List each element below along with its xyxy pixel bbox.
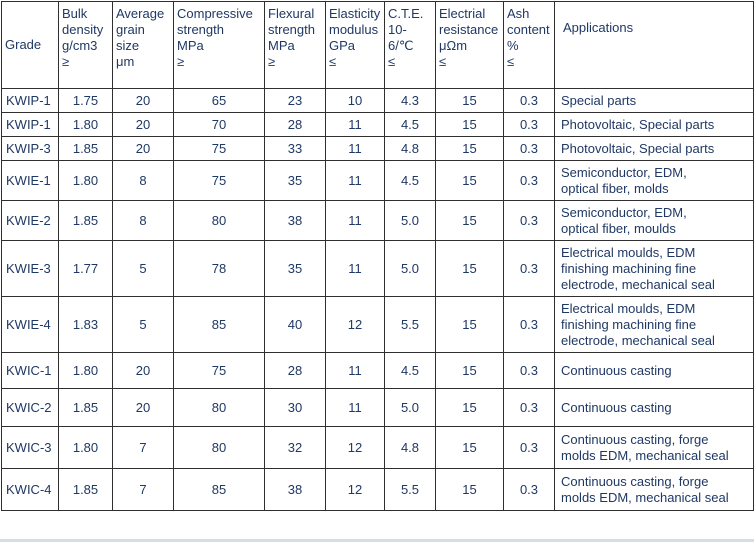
cell-applications (555, 469, 754, 511)
cell-elasticity: 12 (326, 297, 385, 353)
application-line: Semiconductor, EDM, (561, 164, 687, 180)
cell-elasticity: 12 (326, 427, 385, 469)
cell-compressive: 75 (174, 137, 265, 161)
cell-applications (555, 161, 754, 201)
application-line: molds EDM, mechanical seal (561, 447, 729, 463)
cell-density: 1.75 (59, 89, 113, 113)
cell-cte: 5.5 (385, 469, 436, 511)
cell-resistance: 15 (436, 389, 504, 427)
application-line: electrode, mechanical seal (561, 332, 715, 348)
header-line: Elasticity (329, 6, 381, 21)
cell-grade: KWIP-3 (2, 137, 59, 161)
cell-cte: 4.8 (385, 427, 436, 469)
cell-grain: 8 (113, 201, 174, 241)
header-line: ≥ (268, 54, 276, 69)
header-line: grain (116, 22, 145, 37)
cell-applications (555, 353, 754, 389)
cell-applications (555, 89, 754, 113)
cell-grain: 20 (113, 137, 174, 161)
cell-grade: KWIP-1 (2, 113, 59, 137)
cell-grain: 20 (113, 89, 174, 113)
cell-ash: 0.3 (504, 427, 555, 469)
cell-grade: KWIE-3 (2, 241, 59, 297)
cell-grain: 5 (113, 297, 174, 353)
header-electrical-resistance (436, 2, 504, 89)
application-line: Continuous casting (561, 362, 672, 378)
header-line: ≥ (177, 54, 185, 69)
application-line: Electrical moulds, EDM (561, 244, 696, 260)
cell-flexural: 35 (265, 241, 326, 297)
application-line: finishing machining fine (561, 260, 697, 276)
cell-cte: 5.0 (385, 389, 436, 427)
cell-density: 1.80 (59, 161, 113, 201)
cell-flexural: 33 (265, 137, 326, 161)
cell-density: 1.77 (59, 241, 113, 297)
header-line: Bulk (62, 6, 88, 21)
cell-applications (555, 389, 754, 427)
cell-resistance: 15 (436, 297, 504, 353)
application-line: molds EDM, mechanical seal (561, 489, 729, 505)
cell-applications (555, 427, 754, 469)
header-compressive-strength (174, 2, 265, 89)
header-row (2, 2, 754, 89)
cell-applications (555, 113, 754, 137)
cell-applications (555, 241, 754, 297)
cell-ash: 0.3 (504, 113, 555, 137)
cell-resistance: 15 (436, 161, 504, 201)
header-line: MPa (177, 38, 204, 53)
table-row (2, 427, 754, 469)
header-line: Electrial (439, 6, 486, 21)
cell-density: 1.83 (59, 297, 113, 353)
cell-density: 1.80 (59, 113, 113, 137)
application-line: optical fiber, moulds (561, 220, 676, 236)
cell-grade: KWIE-4 (2, 297, 59, 353)
table-row (2, 137, 754, 161)
cell-resistance: 15 (436, 89, 504, 113)
cell-grain: 20 (113, 113, 174, 137)
cell-elasticity: 11 (326, 353, 385, 389)
cell-ash: 0.3 (504, 353, 555, 389)
cell-elasticity: 11 (326, 201, 385, 241)
header-line: content (507, 22, 550, 37)
cell-cte: 5.5 (385, 297, 436, 353)
cell-ash: 0.3 (504, 137, 555, 161)
header-applications-text: Applications (563, 20, 634, 35)
header-line: density (62, 22, 104, 37)
cell-cte: 4.5 (385, 161, 436, 201)
cell-resistance: 15 (436, 427, 504, 469)
cell-compressive: 85 (174, 469, 265, 511)
table-row (2, 353, 754, 389)
application-line: finishing machining fine (561, 316, 697, 332)
cell-grade: KWIC-3 (2, 427, 59, 469)
cell-flexural: 28 (265, 353, 326, 389)
application-line: Continuous casting (561, 399, 672, 415)
cell-flexural: 38 (265, 201, 326, 241)
cell-resistance: 15 (436, 201, 504, 241)
table-row (2, 389, 754, 427)
header-line: g/cm3 (62, 38, 98, 53)
cell-compressive: 80 (174, 389, 265, 427)
cell-compressive: 80 (174, 427, 265, 469)
cell-ash: 0.3 (504, 89, 555, 113)
cell-applications (555, 201, 754, 241)
cell-elasticity: 11 (326, 389, 385, 427)
cell-elasticity: 11 (326, 241, 385, 297)
cell-density: 1.80 (59, 353, 113, 389)
cell-density: 1.85 (59, 201, 113, 241)
cell-cte: 4.3 (385, 89, 436, 113)
cell-grain: 20 (113, 389, 174, 427)
cell-compressive: 80 (174, 201, 265, 241)
cell-cte: 5.0 (385, 201, 436, 241)
table-row (2, 297, 754, 353)
cell-ash: 0.3 (504, 201, 555, 241)
table-row (2, 241, 754, 297)
graphite-grades-table (1, 1, 754, 511)
header-grade-text: Grade (5, 37, 42, 52)
cell-grade: KWIE-2 (2, 201, 59, 241)
cell-compressive: 70 (174, 113, 265, 137)
table-row (2, 161, 754, 201)
application-line: Continuous casting, forge (561, 473, 709, 489)
application-line: Special parts (561, 92, 637, 108)
header-line: % (507, 38, 519, 53)
cell-ash: 0.3 (504, 389, 555, 427)
header-line: Average (116, 6, 165, 21)
cell-cte: 5.0 (385, 241, 436, 297)
header-line: ≥ (62, 54, 70, 69)
header-line: resistance (439, 22, 499, 37)
cell-flexural: 35 (265, 161, 326, 201)
cell-density: 1.85 (59, 469, 113, 511)
header-line: ≤ (507, 54, 515, 69)
cell-compressive: 85 (174, 297, 265, 353)
header-cte (385, 2, 436, 89)
table-row (2, 201, 754, 241)
cell-resistance: 15 (436, 469, 504, 511)
table-row (2, 113, 754, 137)
cell-density: 1.85 (59, 137, 113, 161)
header-line: ≤ (329, 54, 337, 69)
cell-flexural: 30 (265, 389, 326, 427)
cell-compressive: 75 (174, 161, 265, 201)
cell-flexural: 38 (265, 469, 326, 511)
table-row (2, 469, 754, 511)
cell-resistance: 15 (436, 241, 504, 297)
cell-grain: 5 (113, 241, 174, 297)
table-row (2, 89, 754, 113)
application-line: optical fiber, molds (561, 180, 669, 196)
cell-compressive: 75 (174, 353, 265, 389)
header-line: μm (116, 54, 135, 69)
cell-density: 1.85 (59, 389, 113, 427)
header-line: ≤ (439, 54, 447, 69)
cell-resistance: 15 (436, 137, 504, 161)
cell-elasticity: 12 (326, 469, 385, 511)
cell-ash: 0.3 (504, 161, 555, 201)
cell-ash: 0.3 (504, 297, 555, 353)
cell-ash: 0.3 (504, 469, 555, 511)
application-line: Photovoltaic, Special parts (561, 116, 715, 132)
cell-compressive: 78 (174, 241, 265, 297)
cell-flexural: 32 (265, 427, 326, 469)
header-line: μΩm (439, 38, 468, 53)
header-line: strength (268, 22, 315, 37)
cell-applications (555, 297, 754, 353)
cell-elasticity: 11 (326, 113, 385, 137)
cell-elasticity: 11 (326, 161, 385, 201)
cell-cte: 4.8 (385, 137, 436, 161)
cell-grade: KWIP-1 (2, 89, 59, 113)
application-line: Electrical moulds, EDM (561, 300, 696, 316)
cell-flexural: 40 (265, 297, 326, 353)
cell-grain: 7 (113, 469, 174, 511)
cell-grade: KWIC-2 (2, 389, 59, 427)
cell-flexural: 23 (265, 89, 326, 113)
header-elasticity-modulus (326, 2, 385, 89)
header-applications (555, 2, 754, 89)
header-grain-size (113, 2, 174, 89)
cell-grade: KWIE-1 (2, 161, 59, 201)
cell-elasticity: 10 (326, 89, 385, 113)
cell-grade: KWIC-1 (2, 353, 59, 389)
header-line: MPa (268, 38, 295, 53)
header-line: GPa (329, 38, 356, 53)
cell-grain: 20 (113, 353, 174, 389)
table-body (2, 89, 754, 511)
header-line: size (116, 38, 140, 53)
cell-grain: 8 (113, 161, 174, 201)
header-line: modulus (329, 22, 379, 37)
cell-cte: 4.5 (385, 113, 436, 137)
header-line: Ash (507, 6, 530, 21)
application-line: Semiconductor, EDM, (561, 204, 687, 220)
header-line: ≤ (388, 54, 396, 69)
application-line: Continuous casting, forge (561, 431, 709, 447)
application-line: Photovoltaic, Special parts (561, 140, 715, 156)
cell-resistance: 15 (436, 113, 504, 137)
header-flexural-strength (265, 2, 326, 89)
cell-flexural: 28 (265, 113, 326, 137)
cell-ash: 0.3 (504, 241, 555, 297)
cell-grade: KWIC-4 (2, 469, 59, 511)
header-grade (2, 2, 59, 89)
cell-grain: 7 (113, 427, 174, 469)
header-bulk-density (59, 2, 113, 89)
cell-density: 1.80 (59, 427, 113, 469)
header-line: strength (177, 22, 224, 37)
cell-cte: 4.5 (385, 353, 436, 389)
table-header (2, 2, 754, 89)
cell-applications (555, 137, 754, 161)
header-line: C.T.E. (388, 6, 424, 21)
header-line: 10-6/℃ (388, 22, 414, 53)
cell-resistance: 15 (436, 353, 504, 389)
application-line: electrode, mechanical seal (561, 276, 715, 292)
cell-elasticity: 11 (326, 137, 385, 161)
cell-compressive: 65 (174, 89, 265, 113)
header-ash-content (504, 2, 555, 89)
header-line: Compressive (177, 6, 253, 21)
header-line: Flexural (268, 6, 315, 21)
